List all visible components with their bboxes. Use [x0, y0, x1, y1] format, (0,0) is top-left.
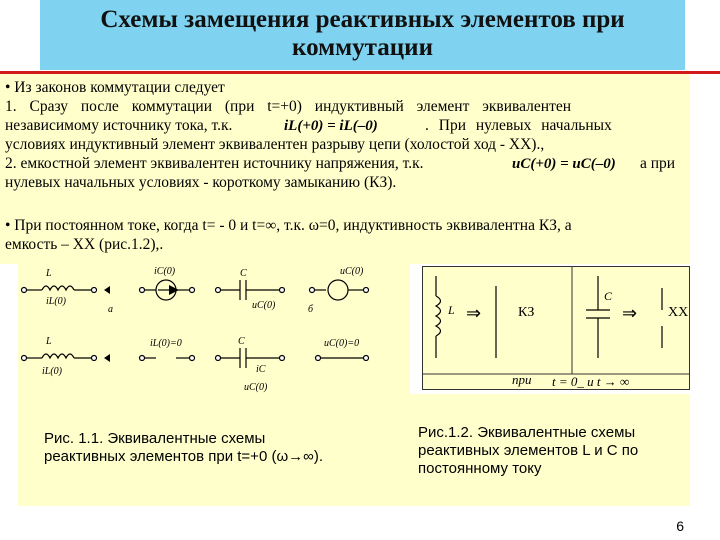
fig2-label-C: C	[604, 289, 613, 303]
bullet-2-line-2: емкость – ХХ (рис.1.2),.	[5, 236, 164, 253]
text-line-1: 1. Сразу после коммутации (при t=+0) индуктивный элемент эквивалентен	[5, 98, 572, 115]
fig1-label-uC0-3: uC(0)	[244, 382, 268, 393]
title-line-2: коммутации	[292, 34, 433, 61]
figure-1-2-caption	[418, 424, 638, 478]
fig1-label-L-2: L	[46, 336, 52, 347]
bullet-2-line-1: • При постоянном токе, когда t= - 0 и t=∞, т.к. ω=0, индуктивность эквивалентна КЗ, а	[5, 217, 572, 234]
fig1-label-iL00: iL(0)=0	[150, 338, 182, 349]
fig1-label-uC00: uC(0)=0	[324, 338, 360, 349]
bullet-1-intro: • Из законов коммутации следует	[5, 79, 225, 96]
fig2-cond-pri: при	[512, 372, 532, 387]
fig1-label-b: б	[308, 304, 314, 315]
fig2-caption-line-2: реактивных элементов L и C по	[418, 442, 639, 459]
fig1-label-L: L	[46, 268, 52, 279]
fig1-label-a: а	[108, 304, 113, 315]
fig1-label-iL0-2: iL(0)	[42, 366, 62, 377]
text-line-4a: 2. емкостной элемент эквивалентен источнику напряжения, т.к.	[5, 155, 424, 172]
fig2-label-L: L	[448, 303, 455, 317]
fig1-label-C: C	[240, 268, 247, 279]
text-line-2a: независимому источнику тока, т.к.	[5, 117, 233, 134]
fig1-label-iC: iC	[256, 364, 266, 375]
fig1-caption-line-2: реактивных элементов при t=+0 (ω→∞).	[44, 448, 324, 465]
page-number: 6	[676, 518, 684, 534]
fig2-label-KZ: КЗ	[518, 305, 535, 320]
fig1-label-iC0: iC(0)	[154, 266, 176, 277]
figure-1-1-diagram	[18, 262, 410, 410]
title-line-1: Схемы замещения реактивных элементов при	[100, 6, 625, 33]
fig2-caption-line-3: постоянному току	[418, 460, 542, 477]
fig2-caption-line-1: Рис.1.2. Эквивалентные схемы	[418, 424, 636, 441]
fig1-label-C-2: C	[238, 336, 245, 347]
fig2-arrow-1: ⇒	[466, 303, 482, 323]
fig1-label-uC0-1: uC(0)	[252, 300, 276, 311]
fig1-label-iL0: iL(0)	[46, 296, 66, 307]
fig2-arrow-2: ⇒	[622, 303, 638, 323]
figure-1-1-caption	[44, 430, 323, 466]
text-line-5: нулевых начальных условиях - короткому замыканию (КЗ).	[5, 174, 397, 191]
fig1-label-uC0-2: uC(0)	[340, 266, 364, 277]
text-line-2b: . При нулевых начальных	[425, 117, 612, 134]
fig1-caption-line-1: Рис. 1.1. Эквивалентные схемы	[44, 430, 266, 447]
text-line-3: условиях индуктивный элемент эквивалентен разрыву цепи (холостой ход - ХХ).,	[5, 136, 545, 153]
text-line-4b: а при	[640, 155, 676, 172]
formula-capacitor: uC(+0) = uC(–0)	[512, 156, 616, 172]
fig2-cond-rest: t = 0_ и t → ∞	[552, 374, 630, 389]
slide-title	[40, 6, 685, 62]
fig2-label-XX: ХХ	[668, 305, 689, 320]
figure-1-2-diagram	[422, 266, 690, 390]
formula-inductor: iL(+0) = iL(–0)	[284, 118, 378, 134]
